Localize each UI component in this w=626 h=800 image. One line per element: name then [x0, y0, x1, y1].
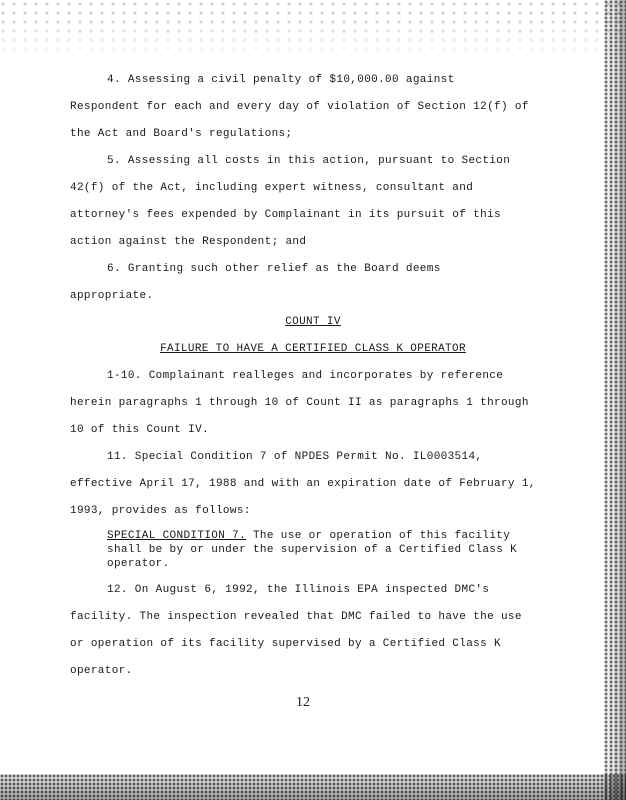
para-4-line-2: Respondent for each and every day of violation of Section 12(f) of: [70, 101, 529, 113]
para-11-line-2: effective April 17, 1988 and with an expiration date of February 1,: [70, 478, 536, 490]
page-number: 12: [296, 695, 310, 710]
para-5-line-2: 42(f) of the Act, including expert witness, consultant and: [70, 182, 474, 194]
para-6-line-1: 6. Granting such other relief as the Board deems: [107, 263, 441, 275]
quote-line-1: [107, 530, 510, 542]
para-1-10-line-3: 10 of this Count IV.: [70, 424, 210, 436]
scan-noise-top: [0, 0, 626, 62]
para-12-line-4: operator.: [70, 665, 133, 677]
scan-noise-right: [604, 0, 626, 800]
para-6-line-2: appropriate.: [70, 290, 154, 302]
quote-label: SPECIAL CONDITION 7.: [107, 530, 247, 542]
count-heading: COUNT IV: [285, 316, 341, 328]
scan-noise-bottom: [0, 774, 626, 800]
para-12-line-3: or operation of its facility supervised by a Certified Class K: [70, 638, 501, 650]
count-subheading: FAILURE TO HAVE A CERTIFIED CLASS K OPERATOR: [160, 343, 466, 355]
para-1-10-line-2: herein paragraphs 1 through 10 of Count II as paragraphs 1 through: [70, 397, 529, 409]
para-5-line-4: action against the Respondent; and: [70, 236, 307, 248]
para-4-line-3: the Act and Board's regulations;: [70, 128, 293, 140]
para-5-line-1: 5. Assessing all costs in this action, pursuant to Section: [107, 155, 511, 167]
quote-line-1-text: The use or operation of this facility: [246, 530, 511, 542]
quote-line-3: operator.: [107, 558, 170, 570]
para-5-line-3: attorney's fees expended by Complainant in its pursuit of this: [70, 209, 501, 221]
quote-line-2: shall be by or under the supervision of a Certified Class K: [107, 544, 518, 556]
para-1-10-line-1: 1-10. Complainant realleges and incorporates by reference: [107, 370, 504, 382]
para-12-line-2: facility. The inspection revealed that DMC failed to have the use: [70, 611, 522, 623]
para-12-line-1: 12. On August 6, 1992, the Illinois EPA inspected DMC's: [107, 584, 490, 596]
para-4-line-1: 4. Assessing a civil penalty of $10,000.00 against: [107, 74, 455, 86]
para-11-line-3: 1993, provides as follows:: [70, 505, 251, 517]
para-11-line-1: 11. Special Condition 7 of NPDES Permit No. IL0003514,: [107, 451, 483, 463]
